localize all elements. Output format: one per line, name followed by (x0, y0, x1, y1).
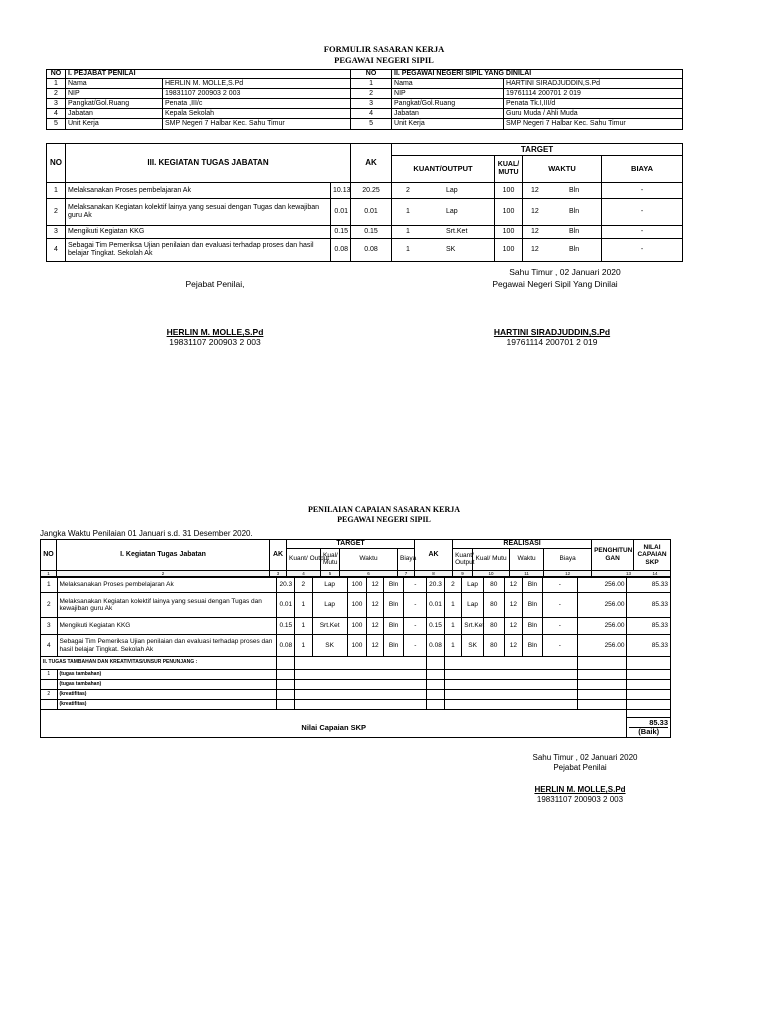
row-target-kuant: 1 (295, 635, 313, 657)
tambahan-no: 2 (41, 690, 58, 700)
row-kuant-unit: Lap (446, 208, 458, 215)
row-no: 3 (47, 226, 66, 239)
empty-cell (577, 700, 627, 710)
hdr-target: TARGET (287, 540, 415, 549)
hdr-no: NO (47, 70, 66, 79)
hdr-waktu: WAKTU (523, 156, 602, 183)
row-realisasi-biaya: - (542, 593, 577, 618)
hdr-kuant-output: KUANT/OUTPUT (392, 156, 495, 183)
empty-cell (427, 690, 445, 700)
hdr-target-kual: Kual/ Mutu (321, 548, 340, 570)
row-waktu-value: 12 (531, 208, 539, 215)
row-ak-left: 0.15 (331, 226, 351, 239)
penilai-value: Penata ,III/c (163, 99, 351, 109)
row-kegiatan: Mengikuti Kegiatan KKG (66, 226, 331, 239)
empty-cell (277, 670, 295, 680)
dinilai-label: Pangkat/Gol.Ruang (392, 99, 504, 109)
row-realisasi-ak: 0.08 (427, 635, 445, 657)
row-kuant (392, 226, 495, 239)
row-kegiatan: Sebagai Tim Pemeriksa Ujian penilaian dan evaluasi terhadap proses dan hasil belajar Tingkat. Sekolah Ak (57, 635, 277, 657)
form1-kegiatan-table (46, 143, 683, 262)
row-kual: 100 (495, 199, 523, 226)
row-target-unit: Lap (312, 593, 347, 618)
empty-cell (295, 657, 427, 670)
penilai-value: SMP Negeri 7 Halbar Kec. Sahu Timur (163, 119, 351, 130)
nilai-capaian-predikat: (Baik) (638, 727, 660, 736)
dinilai-no: 3 (351, 99, 392, 109)
col-number: 3 (270, 570, 287, 576)
row-kuant-unit: Srt.Ket (446, 228, 468, 235)
row-target-unit: SK (312, 635, 347, 657)
penilai-no: 3 (47, 99, 66, 109)
row-kuant-value: 1 (406, 208, 410, 215)
row-waktu (523, 239, 602, 262)
row-target-biaya: - (404, 593, 427, 618)
row-realisasi-waktu: 12 (504, 618, 523, 635)
row-kuant-value: 1 (406, 246, 410, 253)
empty-cell (627, 700, 671, 710)
row-biaya: - (602, 199, 683, 226)
col-number: 10 (473, 570, 510, 576)
empty-cell (277, 700, 295, 710)
hdr-no-2: NO (351, 70, 392, 79)
penilai-no: 1 (47, 79, 66, 89)
row-realisasi-kuant: 1 (444, 635, 462, 657)
row-penghitungan: 256.00 (577, 578, 627, 593)
row-biaya: - (602, 183, 683, 199)
hdr-target: TARGET (392, 144, 683, 156)
row-kuant (392, 183, 495, 199)
row-kual: 100 (495, 183, 523, 199)
tambahan-no (41, 700, 58, 710)
empty-cell (427, 680, 445, 690)
row-target-kual: 100 (347, 578, 367, 593)
form1-pejabat-label: Pejabat Penilai, (185, 279, 245, 289)
row-kegiatan: Melaksanakan Kegiatan kolektif lainya yang sesuai dengan Tugas dan kewajiban guru Ak (57, 593, 277, 618)
form1-pegawai-label: Pegawai Negeri Sipil Yang Dinilai (492, 279, 618, 289)
col-number: 12 (544, 570, 592, 576)
hdr-pejabat-penilai: I. PEJABAT PENILAI (66, 70, 351, 79)
form1-pejabat-name: HERLIN M. MOLLE,S.Pd (166, 327, 264, 337)
penilai-label: Unit Kerja (66, 119, 163, 130)
empty-cell (577, 657, 627, 670)
row-realisasi-waktu-unit: Bln (523, 593, 543, 618)
row-waktu (523, 183, 602, 199)
row-realisasi-waktu: 12 (504, 578, 523, 593)
row-waktu-unit: Bln (569, 228, 580, 235)
empty-cell (427, 657, 445, 670)
dinilai-value: SMP Negeri 7 Halbar Kec. Sahu Timur (504, 119, 683, 130)
dinilai-value: Guru Muda / Ahli Muda (504, 109, 683, 119)
row-realisasi-unit: SK (462, 635, 484, 657)
row-target-waktu-unit: Bln (383, 578, 404, 593)
form1-title: FORMULIR SASARAN KERJA (323, 44, 445, 54)
empty-cell (627, 657, 671, 670)
form2-period: Jangka Waktu Penilaian 01 Januari s.d. 31 Desember 2020. (40, 529, 253, 538)
row-kuant-value: 1 (406, 228, 410, 235)
empty-cell (444, 680, 577, 690)
row-target-unit: Srt.Ket (312, 618, 347, 635)
hdr-no: NO (47, 144, 66, 183)
table-row (41, 635, 671, 657)
empty-cell (577, 680, 627, 690)
row-realisasi-ak: 0.01 (427, 593, 445, 618)
row-target-kual: 100 (347, 593, 367, 618)
hdr-kual-mutu: KUAL/ MUTU (495, 156, 523, 183)
row-realisasi-ak: 0.15 (427, 618, 445, 635)
hdr-realisasi: REALISASI (453, 540, 592, 549)
row-realisasi-kual: 80 (483, 618, 504, 635)
row-realisasi-kuant: 2 (444, 578, 462, 593)
penilai-label: Pangkat/Gol.Ruang (66, 99, 163, 109)
row-realisasi-biaya: - (542, 635, 577, 657)
form1-place-date: Sahu Timur , 02 Januari 2020 (509, 267, 621, 277)
table-row (41, 618, 671, 635)
form2-title: PENILAIAN CAPAIAN SASARAN KERJA (307, 505, 461, 514)
penilai-no: 4 (47, 109, 66, 119)
table-row (41, 593, 671, 618)
dinilai-label: Jabatan (392, 109, 504, 119)
col-number: 4 (287, 570, 321, 576)
row-target-biaya: - (404, 635, 427, 657)
hdr-no: NO (41, 540, 57, 571)
table-row (47, 239, 683, 262)
dinilai-value: 19761114 200701 2 019 (504, 89, 683, 99)
row-no: 4 (41, 635, 58, 657)
hdr-realisasi-biaya: Biaya (544, 548, 592, 570)
row-realisasi-waktu-unit: Bln (523, 618, 543, 635)
row-realisasi-biaya: - (542, 578, 577, 593)
row-realisasi-unit: Lap (462, 593, 484, 618)
tambahan-label: (tugas tambahan) (57, 680, 277, 690)
empty-cell (295, 680, 427, 690)
form1-identity-table (46, 69, 683, 130)
col-number: 2 (57, 570, 270, 576)
row-ak: 0.08 (277, 635, 295, 657)
row-realisasi-kuant: 1 (444, 593, 462, 618)
penilai-no: 2 (47, 89, 66, 99)
empty-cell (444, 690, 577, 700)
row-biaya: - (602, 239, 683, 262)
empty-cell (277, 680, 295, 690)
row-kual: 100 (495, 239, 523, 262)
empty-cell (627, 680, 671, 690)
hdr-target-waktu: Waktu (340, 548, 398, 570)
hdr-realisasi-kual: Kual/ Mutu (473, 548, 510, 570)
row-target-unit: Lap (312, 578, 347, 593)
row-realisasi-kual: 80 (483, 593, 504, 618)
empty-cell (627, 710, 671, 718)
col-number: 7 (398, 570, 415, 576)
row-ak: 0.15 (277, 618, 295, 635)
empty-cell (427, 700, 445, 710)
col-number-13-14 (592, 570, 671, 576)
row-no: 3 (41, 618, 58, 635)
col-number: 13 (626, 570, 632, 576)
form2-rows-table (40, 577, 671, 738)
form2-penilaian-table (40, 539, 671, 577)
col-number: 8 (415, 570, 453, 576)
empty-cell (277, 690, 295, 700)
row-penghitungan: 256.00 (577, 635, 627, 657)
empty-cell (444, 670, 577, 680)
row-nilai: 85.33 (627, 578, 671, 593)
row-no: 1 (41, 578, 58, 593)
col-number: 11 (510, 570, 544, 576)
row-kegiatan: Melaksanakan Proses pembelajaran Ak (66, 183, 331, 199)
penilai-label: Nama (66, 79, 163, 89)
row-kuant (392, 239, 495, 262)
row-realisasi-biaya: - (542, 618, 577, 635)
row-ak: 0.15 (351, 226, 392, 239)
row-ak: 0.08 (351, 239, 392, 262)
row-ak-left: 0.08 (331, 239, 351, 262)
row-waktu-unit: Bln (569, 186, 580, 194)
row-target-biaya: - (404, 578, 427, 593)
row-realisasi-waktu-unit: Bln (523, 578, 543, 593)
col-number: 6 (340, 570, 398, 576)
row-ak: 0.01 (351, 199, 392, 226)
row-target-waktu: 12 (367, 593, 384, 618)
row-realisasi-waktu-unit: Bln (523, 635, 543, 657)
form2-pejabat-nip: 19831107 200903 2 003 (536, 795, 624, 804)
col-number: 1 (41, 570, 57, 576)
empty-cell (295, 690, 427, 700)
hdr-realisasi-waktu: Waktu (510, 548, 544, 570)
row-ak: 20.3 (277, 578, 295, 593)
row-realisasi-waktu: 12 (504, 593, 523, 618)
row-realisasi-kual: 80 (483, 578, 504, 593)
row-kuant-unit: SK (446, 246, 456, 253)
row-biaya: - (602, 226, 683, 239)
row-target-waktu-unit: Bln (383, 618, 404, 635)
dinilai-no: 2 (351, 89, 392, 99)
row-kegiatan: Sebagai Tim Pemeriksa Ujian penilaian dan evaluasi terhadap proses dan hasil belajar Tingkat. Sekolah Ak (66, 239, 331, 262)
row-realisasi-ak: 20.3 (427, 578, 445, 593)
row-target-kual: 100 (347, 618, 367, 635)
dinilai-no: 1 (351, 79, 392, 89)
row-waktu-value: 12 (531, 228, 539, 235)
tambahan-no: 1 (41, 670, 58, 680)
row-no: 2 (47, 199, 66, 226)
row-target-waktu: 12 (367, 618, 384, 635)
tambahan-label: (kreatifitas) (57, 700, 277, 710)
hdr-kegiatan: I. Kegiatan Tugas Jabatan (57, 540, 270, 571)
nilai-capaian-cell (627, 718, 671, 738)
row-penghitungan: 256.00 (577, 593, 627, 618)
col-number: 14 (652, 570, 658, 576)
tambahan-no (41, 680, 58, 690)
nilai-capaian-label: Nilai Capaian SKP (41, 718, 627, 738)
dinilai-label: Nama (392, 79, 504, 89)
tambahan-title: II. TUGAS TAMBAHAN DAN KREATIVITAS/UNSUR PENUNJANG : (41, 657, 277, 670)
hdr-realisasi-kuant: Kuant/ Output (453, 548, 473, 570)
nilai-capaian-value: 85.33 (629, 719, 668, 728)
penilai-value: HERLIN M. MOLLE,S.Pd (163, 79, 351, 89)
tambahan-label: (tugas tambahan) (57, 670, 277, 680)
row-kuant-unit: Lap (446, 186, 458, 194)
row-ak: 20.25 (351, 183, 392, 199)
row-realisasi-unit: Srt.Ket (462, 618, 484, 635)
row-no: 1 (47, 183, 66, 199)
table-row (47, 199, 683, 226)
dinilai-label: Unit Kerja (392, 119, 504, 130)
row-realisasi-waktu: 12 (504, 635, 523, 657)
penilai-value: Kepala Sekolah (163, 109, 351, 119)
row-target-kual: 100 (347, 635, 367, 657)
dinilai-value: Penata Tk.I,III/d (504, 99, 683, 109)
row-kual: 100 (495, 226, 523, 239)
row-nilai: 85.33 (627, 618, 671, 635)
table-row (47, 226, 683, 239)
table-row (47, 183, 683, 199)
hdr-nilai-capaian: NILAI CAPAIAN SKP (634, 540, 671, 571)
row-waktu-unit: Bln (569, 246, 580, 253)
row-ak-left: 0.01 (331, 199, 351, 226)
form2-subtitle: PEGAWAI NEGERI SIPIL (337, 515, 431, 524)
tambahan-label: (kreatifitas) (57, 690, 277, 700)
row-waktu-value: 12 (531, 186, 539, 194)
row-waktu (523, 199, 602, 226)
row-no: 2 (41, 593, 58, 618)
form1-pejabat-nip: 19831107 200903 2 003 (169, 337, 261, 347)
empty-cell (444, 657, 577, 670)
empty-cell (444, 700, 577, 710)
row-penghitungan: 256.00 (577, 618, 627, 635)
empty-cell (577, 690, 627, 700)
empty-cell (295, 700, 427, 710)
form2-place-date: Sahu Timur , 02 Januari 2020 (532, 753, 638, 762)
hdr-pegawai-dinilai: II. PEGAWAI NEGERI SIPIL YANG DINILAI (392, 70, 683, 79)
hdr-ak: AK (270, 540, 287, 571)
col-number: 9 (453, 570, 473, 576)
form2-pejabat-label: Pejabat Penilai (553, 763, 607, 772)
row-nilai: 85.33 (627, 593, 671, 618)
row-target-waktu: 12 (367, 635, 384, 657)
penilai-label: Jabatan (66, 109, 163, 119)
col-number: 5 (321, 570, 340, 576)
form1-pegawai-nip: 19761114 200701 2 019 (506, 337, 598, 347)
dinilai-no: 5 (351, 119, 392, 130)
row-realisasi-unit: Lap (462, 578, 484, 593)
row-ak: 0.01 (277, 593, 295, 618)
row-realisasi-kuant: 1 (444, 618, 462, 635)
row-kegiatan: Mengikuti Kegiatan KKG (57, 618, 277, 635)
empty-cell (577, 670, 627, 680)
row-kuant (392, 199, 495, 226)
empty-cell (277, 657, 295, 670)
row-target-kuant: 1 (295, 618, 313, 635)
penilai-label: NIP (66, 89, 163, 99)
row-waktu (523, 226, 602, 239)
hdr-ak-2: AK (415, 540, 453, 571)
row-nilai: 85.33 (627, 635, 671, 657)
row-ak-left: 10.13 (331, 183, 351, 199)
row-waktu-value: 12 (531, 246, 539, 253)
dinilai-value: HARTINI SIRADJUDDIN,S.Pd (504, 79, 683, 89)
empty-cell (627, 670, 671, 680)
empty-cell (427, 670, 445, 680)
row-target-waktu: 12 (367, 578, 384, 593)
hdr-kegiatan: III. KEGIATAN TUGAS JABATAN (66, 144, 351, 183)
form1-pegawai-name: HARTINI SIRADJUDDIN,S.Pd (493, 327, 611, 337)
table-row (41, 578, 671, 593)
row-target-kuant: 2 (295, 578, 313, 593)
row-kegiatan: Melaksanakan Kegiatan kolektif lainya yang sesuai dengan Tugas dan kewajiban guru Ak (66, 199, 331, 226)
dinilai-label: NIP (392, 89, 504, 99)
row-target-kuant: 1 (295, 593, 313, 618)
penilai-value: 19831107 200903 2 003 (163, 89, 351, 99)
row-kegiatan: Melaksanakan Proses pembelajaran Ak (57, 578, 277, 593)
row-kuant-value: 2 (406, 186, 410, 194)
hdr-penghitungan: PENGHITUN GAN (592, 540, 634, 571)
row-realisasi-kual: 80 (483, 635, 504, 657)
row-no: 4 (47, 239, 66, 262)
row-target-waktu-unit: Bln (383, 593, 404, 618)
form2-pejabat-name: HERLIN M. MOLLE,S.Pd (534, 785, 626, 794)
row-target-biaya: - (404, 618, 427, 635)
empty-cell (41, 710, 627, 718)
hdr-ak: AK (351, 144, 392, 183)
empty-cell (627, 690, 671, 700)
empty-cell (295, 670, 427, 680)
row-waktu-unit: Bln (569, 208, 580, 215)
penilai-no: 5 (47, 119, 66, 130)
hdr-target-kuant: Kuant/ Output (287, 548, 321, 570)
hdr-biaya: BIAYA (602, 156, 683, 183)
dinilai-no: 4 (351, 109, 392, 119)
hdr-target-biaya: Biaya (398, 548, 415, 570)
row-target-waktu-unit: Bln (383, 635, 404, 657)
form1-subtitle: PEGAWAI NEGERI SIPIL (334, 55, 434, 65)
